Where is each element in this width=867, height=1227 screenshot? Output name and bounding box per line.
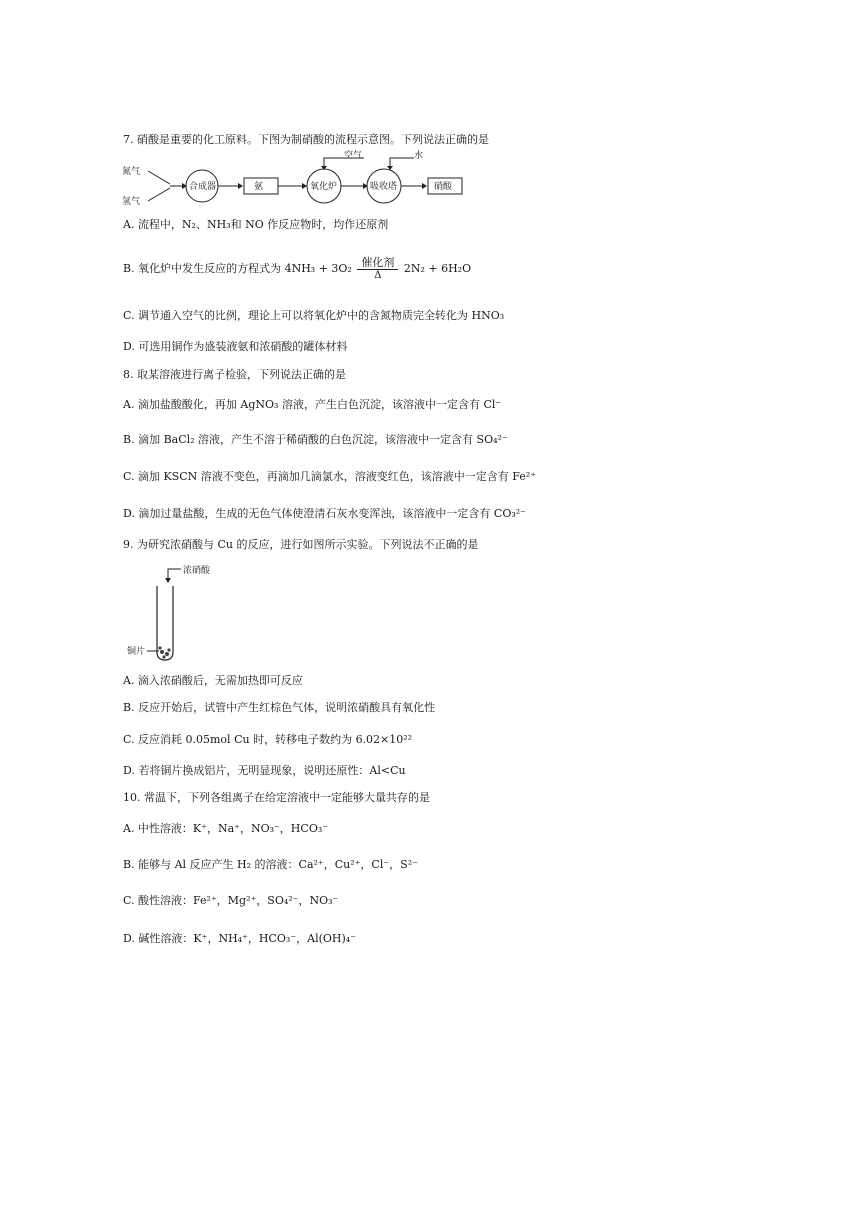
test-tube-diagram <box>127 560 255 670</box>
q9-option-b: B. 反应开始后，试管中产生红棕色气体，说明浓硝酸具有氧化性 <box>123 701 436 714</box>
q10-option-d: D. 碱性溶液：K⁺，NH₄⁺，HCO₃⁻，Al(OH)₄⁻ <box>123 932 356 945</box>
label-conc-nitric-acid: 浓硝酸 <box>183 566 211 576</box>
q7-condition <box>357 256 398 282</box>
q7-option-c: C. 调节通入空气的比例，理论上可以将氧化炉中的含氮物质完全转化为 HNO₃ <box>123 309 505 322</box>
nitric-acid-flow-diagram <box>118 150 478 210</box>
flow-oxidation-label: 氧化炉 <box>310 182 338 192</box>
flow-ammonia-label: 氨 <box>254 182 264 192</box>
flow-absorber-label: 吸收塔 <box>370 182 398 192</box>
q9-option-d: D. 若将铜片换成铝片，无明显现象，说明还原性：Al<Cu <box>123 764 406 777</box>
q8-option-c: C. 滴加 KSCN 溶液不变色，再滴加几滴氯水，溶液变红色，该溶液中一定含有 Fe²⁺ <box>123 470 537 483</box>
flow-air-label: 空气 <box>344 151 363 161</box>
flow-nitric-label: 硝酸 <box>434 182 453 192</box>
q9-stem: 9. 为研究浓硝酸与 Cu 的反应，进行如图所示实验。下列说法不正确的是 <box>123 538 479 551</box>
q7-option-a: A. 流程中，N₂、NH₃和 NO 作反应物时，均作还原剂 <box>123 218 389 231</box>
q10-stem: 10. 常温下，下列各组离子在给定溶液中一定能够大量共存的是 <box>123 791 430 804</box>
flow-synthesis-label: 合成器 <box>189 182 217 192</box>
flow-input-nitrogen: 氮气 <box>122 167 141 177</box>
q7-option-d: D. 可选用铜作为盛装液氨和浓硝酸的罐体材料 <box>123 340 348 353</box>
q8-option-b: B. 滴加 BaCl₂ 溶液，产生不溶于稀硝酸的白色沉淀，该溶液中一定含有 SO₄²⁻ <box>123 433 508 446</box>
flow-input-hydrogen: 氢气 <box>122 197 141 207</box>
q7-option-b-prefix: B. 氧化炉中发生反应的方程式为 4NH₃ + 3O₂ <box>123 262 352 275</box>
q10-option-a: A. 中性溶液：K⁺，Na⁺，NO₃⁻，HCO₃⁻ <box>123 822 329 835</box>
q10-option-b: B. 能够与 Al 反应产生 H₂ 的溶液：Ca²⁺，Cu²⁺，Cl⁻，S²⁻ <box>123 858 418 871</box>
q7-option-b <box>123 256 471 282</box>
q7-catalyst: 催化剂 <box>357 256 398 270</box>
q8-option-a: A. 滴加盐酸酸化，再加 AgNO₃ 溶液，产生白色沉淀，该溶液中一定含有 Cl⁻ <box>123 398 502 411</box>
q8-option-d: D. 滴加过量盐酸，生成的无色气体使澄清石灰水变浑浊，该溶液中一定含有 CO₃²⁻ <box>123 507 526 520</box>
q9-option-a: A. 滴入浓硝酸后，无需加热即可反应 <box>123 674 303 687</box>
q9-option-c: C. 反应消耗 0.05mol Cu 时，转移电子数约为 6.02×10²² <box>123 733 413 746</box>
q10-option-c: C. 酸性溶液：Fe²⁺，Mg²⁺，SO₄²⁻，NO₃⁻ <box>123 894 339 907</box>
flow-water-label: 水 <box>414 151 424 161</box>
q7-heat: Δ <box>374 270 382 281</box>
label-copper-strip: 铜片 <box>127 647 146 657</box>
q7-option-b-suffix: 2N₂ + 6H₂O <box>403 262 472 275</box>
q8-stem: 8. 取某溶液进行离子检验，下列说法正确的是 <box>123 368 346 381</box>
q7-stem: 7. 硝酸是重要的化工原料。下图为制硝酸的流程示意图。下列说法正确的是 <box>123 133 489 146</box>
